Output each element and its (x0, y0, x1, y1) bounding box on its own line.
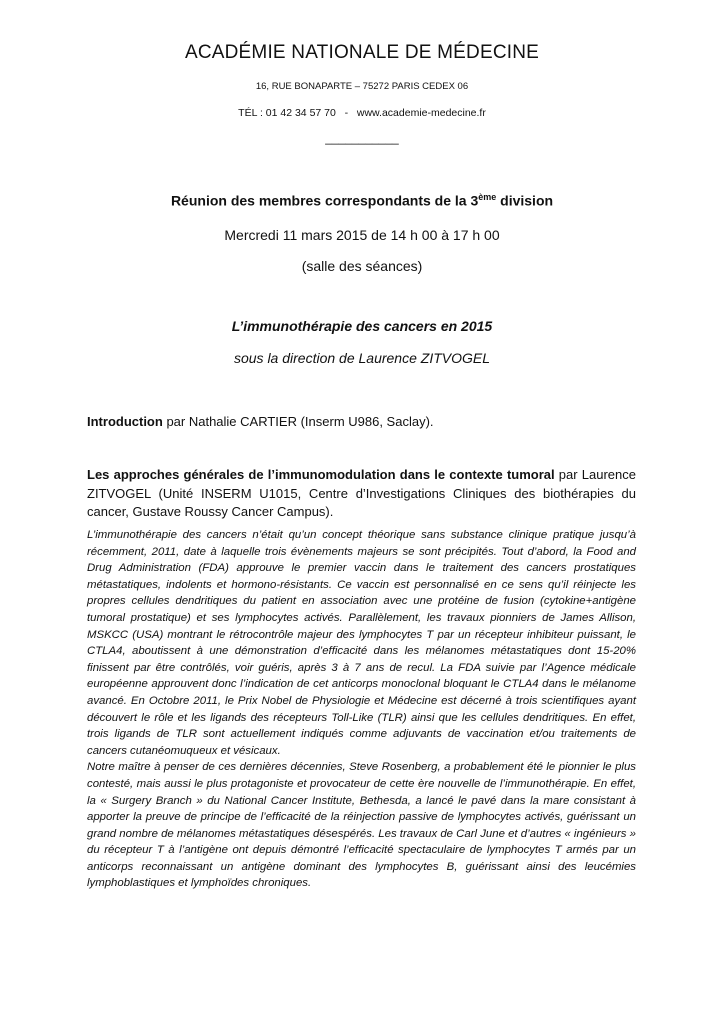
header-rule: ___________ (325, 131, 399, 145)
introduction-speaker: par Nathalie CARTIER (Inserm U986, Saclay). (162, 414, 434, 429)
topic-direction: sous la direction de Laurence ZITVOGEL (233, 350, 491, 366)
section-abstract (87, 527, 636, 892)
introduction-label: Introduction (87, 414, 163, 429)
topic-title: L’immunothérapie des cancers en 2015 (231, 318, 493, 334)
academy-contact (0, 107, 724, 119)
section-heading (87, 466, 636, 522)
contact-separator: - (344, 107, 349, 119)
meeting-date: Mercredi 11 mars 2015 de 14 h 00 à 17 h 00 (224, 227, 500, 243)
phone-number: TÉL : 01 42 34 57 70 (238, 107, 336, 119)
section-speaker: par Laurence ZITVOGEL (Unité INSERM U1015, Centre d’Investigations Cliniques des biothérapies du cancer, Gustave Roussy Cancer Campus). (87, 467, 636, 519)
meeting-title (0, 192, 724, 209)
section-title: Les approches générales de l’immunomodulation dans le contexte tumoral (87, 467, 555, 482)
meeting-title-suffix: division (496, 192, 554, 209)
meeting-title-superscript: ème (478, 192, 497, 202)
website-link[interactable]: www.academie-medecine.fr (356, 107, 486, 119)
abstract-paragraph-1: L’immunothérapie des cancers n’était qu’un concept théorique sans substance clinique pratique jusqu’à récemment, 2011, date à laquelle trois évènements majeurs se sont précipités. Tout d’abord, la Food and Drug Administration (FDA) approuve le premier vaccin dans le traitement des cancers prostatiques métastatiques, indolents et hormono-résistants. Ce vaccin est personnalisé en ce sens qu’il réinjecte les propres cellules dendritiques du patient en association avec une protéine de fusion (cytokine+antigène tumoral prostatique) et ses lymphocytes activés. Parallèlement, les travaux pionniers de James Allison, MSKCC (USA) montrant le rétrocontrôle majeur des lymphocytes T par un récepteur inhibiteur puissant, le CTLA4, aboutissent à une démonstration d’efficacité dans les mélanomes métastatiques dont 15-20% finissent par être contrôlés, voir guéris, après 3 à 7 ans de recul. La FDA suivie par l’Agence médicale européenne approuvent donc l’indication de cet anticorps monoclonal bloquant le CTLA4 dans le mélanome avancé. En Octobre 2011, le Prix Nobel de Physiologie et Médecine est décerné à trois scientifiques ayant découvert le rôle et les ligands des récepteurs Toll-Like (TLR) ainsi que les cellules dendritiques. En effet, trois ligands de TLR sont actuellement indiqués comme adjuvants de vaccination et/ou traitements de cancers cutanéomuqueux et vésicaux. (87, 529, 636, 757)
academy-title: ACADÉMIE NATIONALE DE MÉDECINE (184, 42, 540, 63)
introduction-line (87, 414, 636, 429)
meeting-room: (salle des séances) (301, 258, 423, 274)
abstract-paragraph-2: Notre maître à penser de ces dernières décennies, Steve Rosenberg, a probablement été le pionnier le plus contesté, mais aussi le plus protagoniste et provocateur de cette ère nouvelle de l’immunothérapie. En effet, la « Surgery Branch » du National Cancer Institute, Bethesda, a lancé le pavé dans la mare consistant à apporter la preuve de principe de l’efficacité de la réinjection passive de lymphocytes activés, guérissant un grand nombre de mélanomes métastatiques désespérés. Les travaux de Carl June et d’autres « ingénieurs » du récepteur T à l’antigène ont depuis démontré l’efficacité spectaculaire de lymphocytes T armés par un anticorps reconnaissant un antigène dominant des lymphocytes B, guérissant ainsi des leucémies lymphoblastiques et lymphoïdes chroniques. (87, 761, 636, 890)
academy-address: 16, RUE BONAPARTE – 75272 PARIS CEDEX 06 (255, 81, 469, 92)
meeting-title-text: Réunion des membres correspondants de la 3 (170, 192, 479, 209)
